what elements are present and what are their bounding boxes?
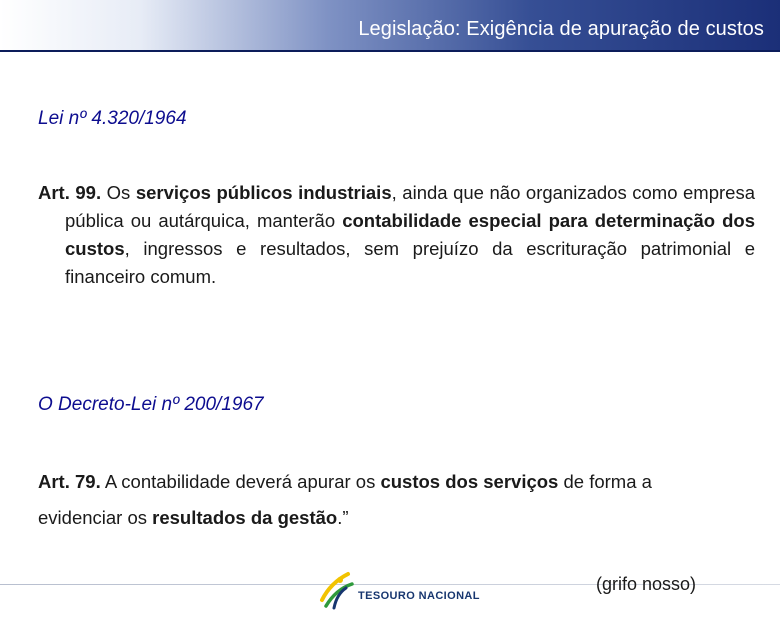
article-79-emphasis-1: custos dos serviços: [380, 471, 559, 492]
slide-title: Legislação: Exigência de apuração de custos: [358, 18, 764, 40]
article-99-text-1: Os: [101, 182, 136, 203]
article-99-paragraph: [38, 179, 755, 291]
article-79-emphasis-2: resultados da gestão: [152, 507, 338, 528]
article-99-emphasis-1: serviços públicos industriais: [135, 182, 392, 203]
tesouro-nacional-logo: [318, 570, 478, 610]
header-divider: [0, 50, 780, 52]
article-99-label: Art. 99.: [38, 182, 102, 203]
article-79-text-2: de forma a evidenciar os: [38, 471, 652, 528]
tesouro-nacional-emblem-icon: [318, 570, 358, 610]
law-title: Lei nº 4.320/1964: [38, 108, 187, 129]
article-79-text-3: .”: [337, 507, 349, 528]
decree-title: O Decreto-Lei nº 200/1967: [38, 394, 264, 415]
logo-text: TESOURO NACIONAL: [358, 590, 480, 602]
article-79-label: Art. 79.: [38, 471, 101, 492]
article-99-emphasis-2: contabilidade especial para determinação dos custos: [65, 210, 755, 259]
article-79-paragraph: [38, 464, 738, 536]
emphasis-note: (grifo nosso): [596, 574, 697, 594]
article-79-text-1: A contabilidade deverá apurar os: [100, 471, 381, 492]
article-99-text-3: , ingressos e resultados, sem prejuízo da escrituração patrimonial e financeiro comum.: [65, 238, 755, 287]
article-99-text-2: , ainda que não organizados como empresa pública ou autárquica, manterão: [65, 182, 755, 231]
logo-dot: [337, 577, 343, 583]
